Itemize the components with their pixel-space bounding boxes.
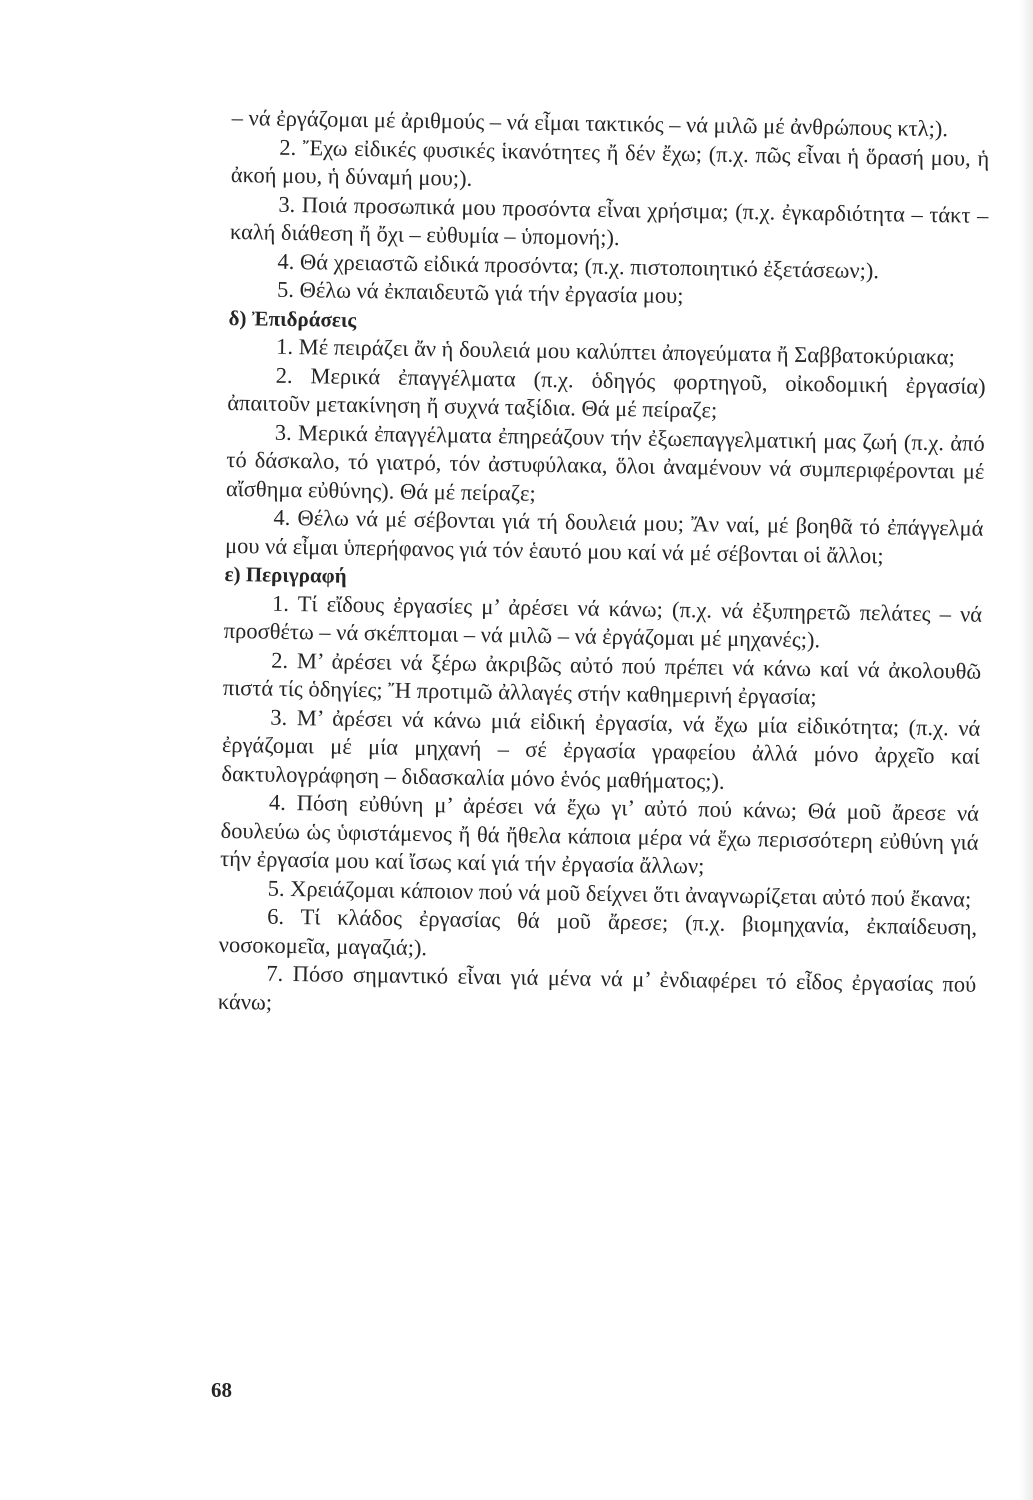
- page-body-text: [218, 104, 990, 1028]
- section-e-item-6: 6. Τί κλάδος ἐργασίας θά μοῦ ἄρεσε; (π.χ. βιομηχανία, ἐκπαίδευση, νοσοκομεῖα, μαγαζιά;).: [218, 903, 978, 960]
- section-d-item-1: 1. Μέ πειράζει ἄν ἡ δουλειά μου καλύπτει ἀπογεύματα ἤ Σαββατοκύριακα;: [276, 333, 956, 370]
- page-edge-shadow: [1019, 0, 1033, 1500]
- section-e-heading: ε) Περιγραφή: [224, 561, 347, 588]
- section-e-item-1: 1. Τί εἴδους ἐργασίες μ’ ἀρέσει νά κάνω; (π.χ. νά ἐξυπηρετῶ πελάτες – νά προσθέτω – νά σκέπτομαι – νά μιλῶ – νά ἐργάζομαι μέ μηχανές;).: [223, 590, 983, 653]
- section-e-item-3: 3. Μ’ ἀρέσει νά κάνω μιά εἰδική ἐργασία, νά ἔχω μία εἰδικότητα; (π.χ. νά ἐργάζομαι μέ μία μηχανή – σέ ἐργασία γραφείου ἀλλά μόνο ἀρχεῖο καί δακτυλογράφηση – διδασκαλία μόνο ἑνός μαθήματος;).: [221, 704, 981, 794]
- section-e-item-2: 2. Μ’ ἀρέσει νά ξέρω ἀκριβῶς αὐτό πού πρέπει νά κάνω καί νά ἀκολουθῶ πιστά τίς ὁδηγίες; Ἤ προτιμῶ ἀλλαγές στήν καθημερινή ἐργασία;: [222, 647, 982, 710]
- page-number: 68: [211, 1378, 232, 1402]
- section-d-item-3: 3. Μερικά ἐπαγγέλματα ἐπηρεάζουν τήν ἐξωεπαγγελματική μας ζωή (π.χ. ἀπό τό δάσκαλο, τό γιατρό, τόν ἀστυφύλακα, ὅλοι ἀναμένουν νά συμπεριφέρονται μέ αἴσθημα εὐθύνης). Θά μέ πείραζε;: [225, 419, 985, 506]
- section-d-item-2: 2. Μερικά ἐπαγγέλματα (π.χ. ὁδηγός φορτηγοῦ, οἰκοδομική ἐργασία) ἀπαιτοῦν μετακίνηση ἤ συχνά ταξίδια. Θά μέ πείραζε;: [227, 362, 986, 423]
- intro-continuation: – νά ἐργάζομαι μέ ἀριθμούς – νά εἶμαι τακτικός – νά μιλῶ μέ ἀνθρώπους κτλ;).: [231, 104, 949, 142]
- intro-item-2: 2. Ἔχω εἰδικές φυσικές ἱκανότητες ἤ δέν ἔχω; (π.χ. πῶς εἶναι ἡ ὅρασή μου, ἡ ἀκοή μου, ἡ δύναμή μου;).: [230, 134, 990, 191]
- section-d-item-4: 4. Θέλω νά μέ σέβονται γιά τή δουλειά μου; Ἄν ναί, μέ βοηθᾶ τό ἐπάγγελμά μου νά εἶμαι ὑπερήφανος γιά τόν ἑαυτό μου καί νά μέ σέβονται οἱ ἄλλοι;: [224, 504, 984, 568]
- section-e-item-5: 5. Χρειάζομαι κάποιον πού νά μοῦ δείχνει ὅτι ἀναγνωρίζεται αὐτό πού ἔκανα;: [267, 875, 972, 912]
- section-e-item-4: 4. Πόση εὐθύνη μ’ ἀρέσει νά ἔχω γι’ αὐτό πού κάνω; Θά μοῦ ἄρεσε νά δουλεύω ὡς ὑφιστάμενος ἤ θά ἤθελα κάποια μέρα νά ἔχω περισσότερη εὐθύνη γιά τήν ἐργασία μου καί ἴσως καί γιά τήν ἐργασία ἄλλων;: [219, 789, 980, 879]
- intro-item-3: 3. Ποιά προσωπικά μου προσόντα εἶναι χρήσιμα; (π.χ. ἐγκαρδιότητα – τάκτ – καλή διάθεση ἤ ὄχι – εὐθυμία – ὑπομονή;).: [229, 191, 989, 251]
- intro-item-5: 5. Θέλω νά ἐκπαιδευτῶ γιά τήν ἐργασία μου;: [276, 276, 684, 309]
- intro-item-4: 4. Θά χρειαστῶ εἰδικά προσόντα; (π.χ. πιστοποιητικό ἐξετάσεων;).: [277, 248, 880, 283]
- section-e-item-7: 7. Πόσο σημαντικό εἶναι γιά μένα νά μ’ ἐνδιαφέρει τό εἶδος ἐργασίας πού κάνω;: [217, 960, 977, 1015]
- section-d-heading: δ) Ἐπιδράσεις: [228, 305, 357, 332]
